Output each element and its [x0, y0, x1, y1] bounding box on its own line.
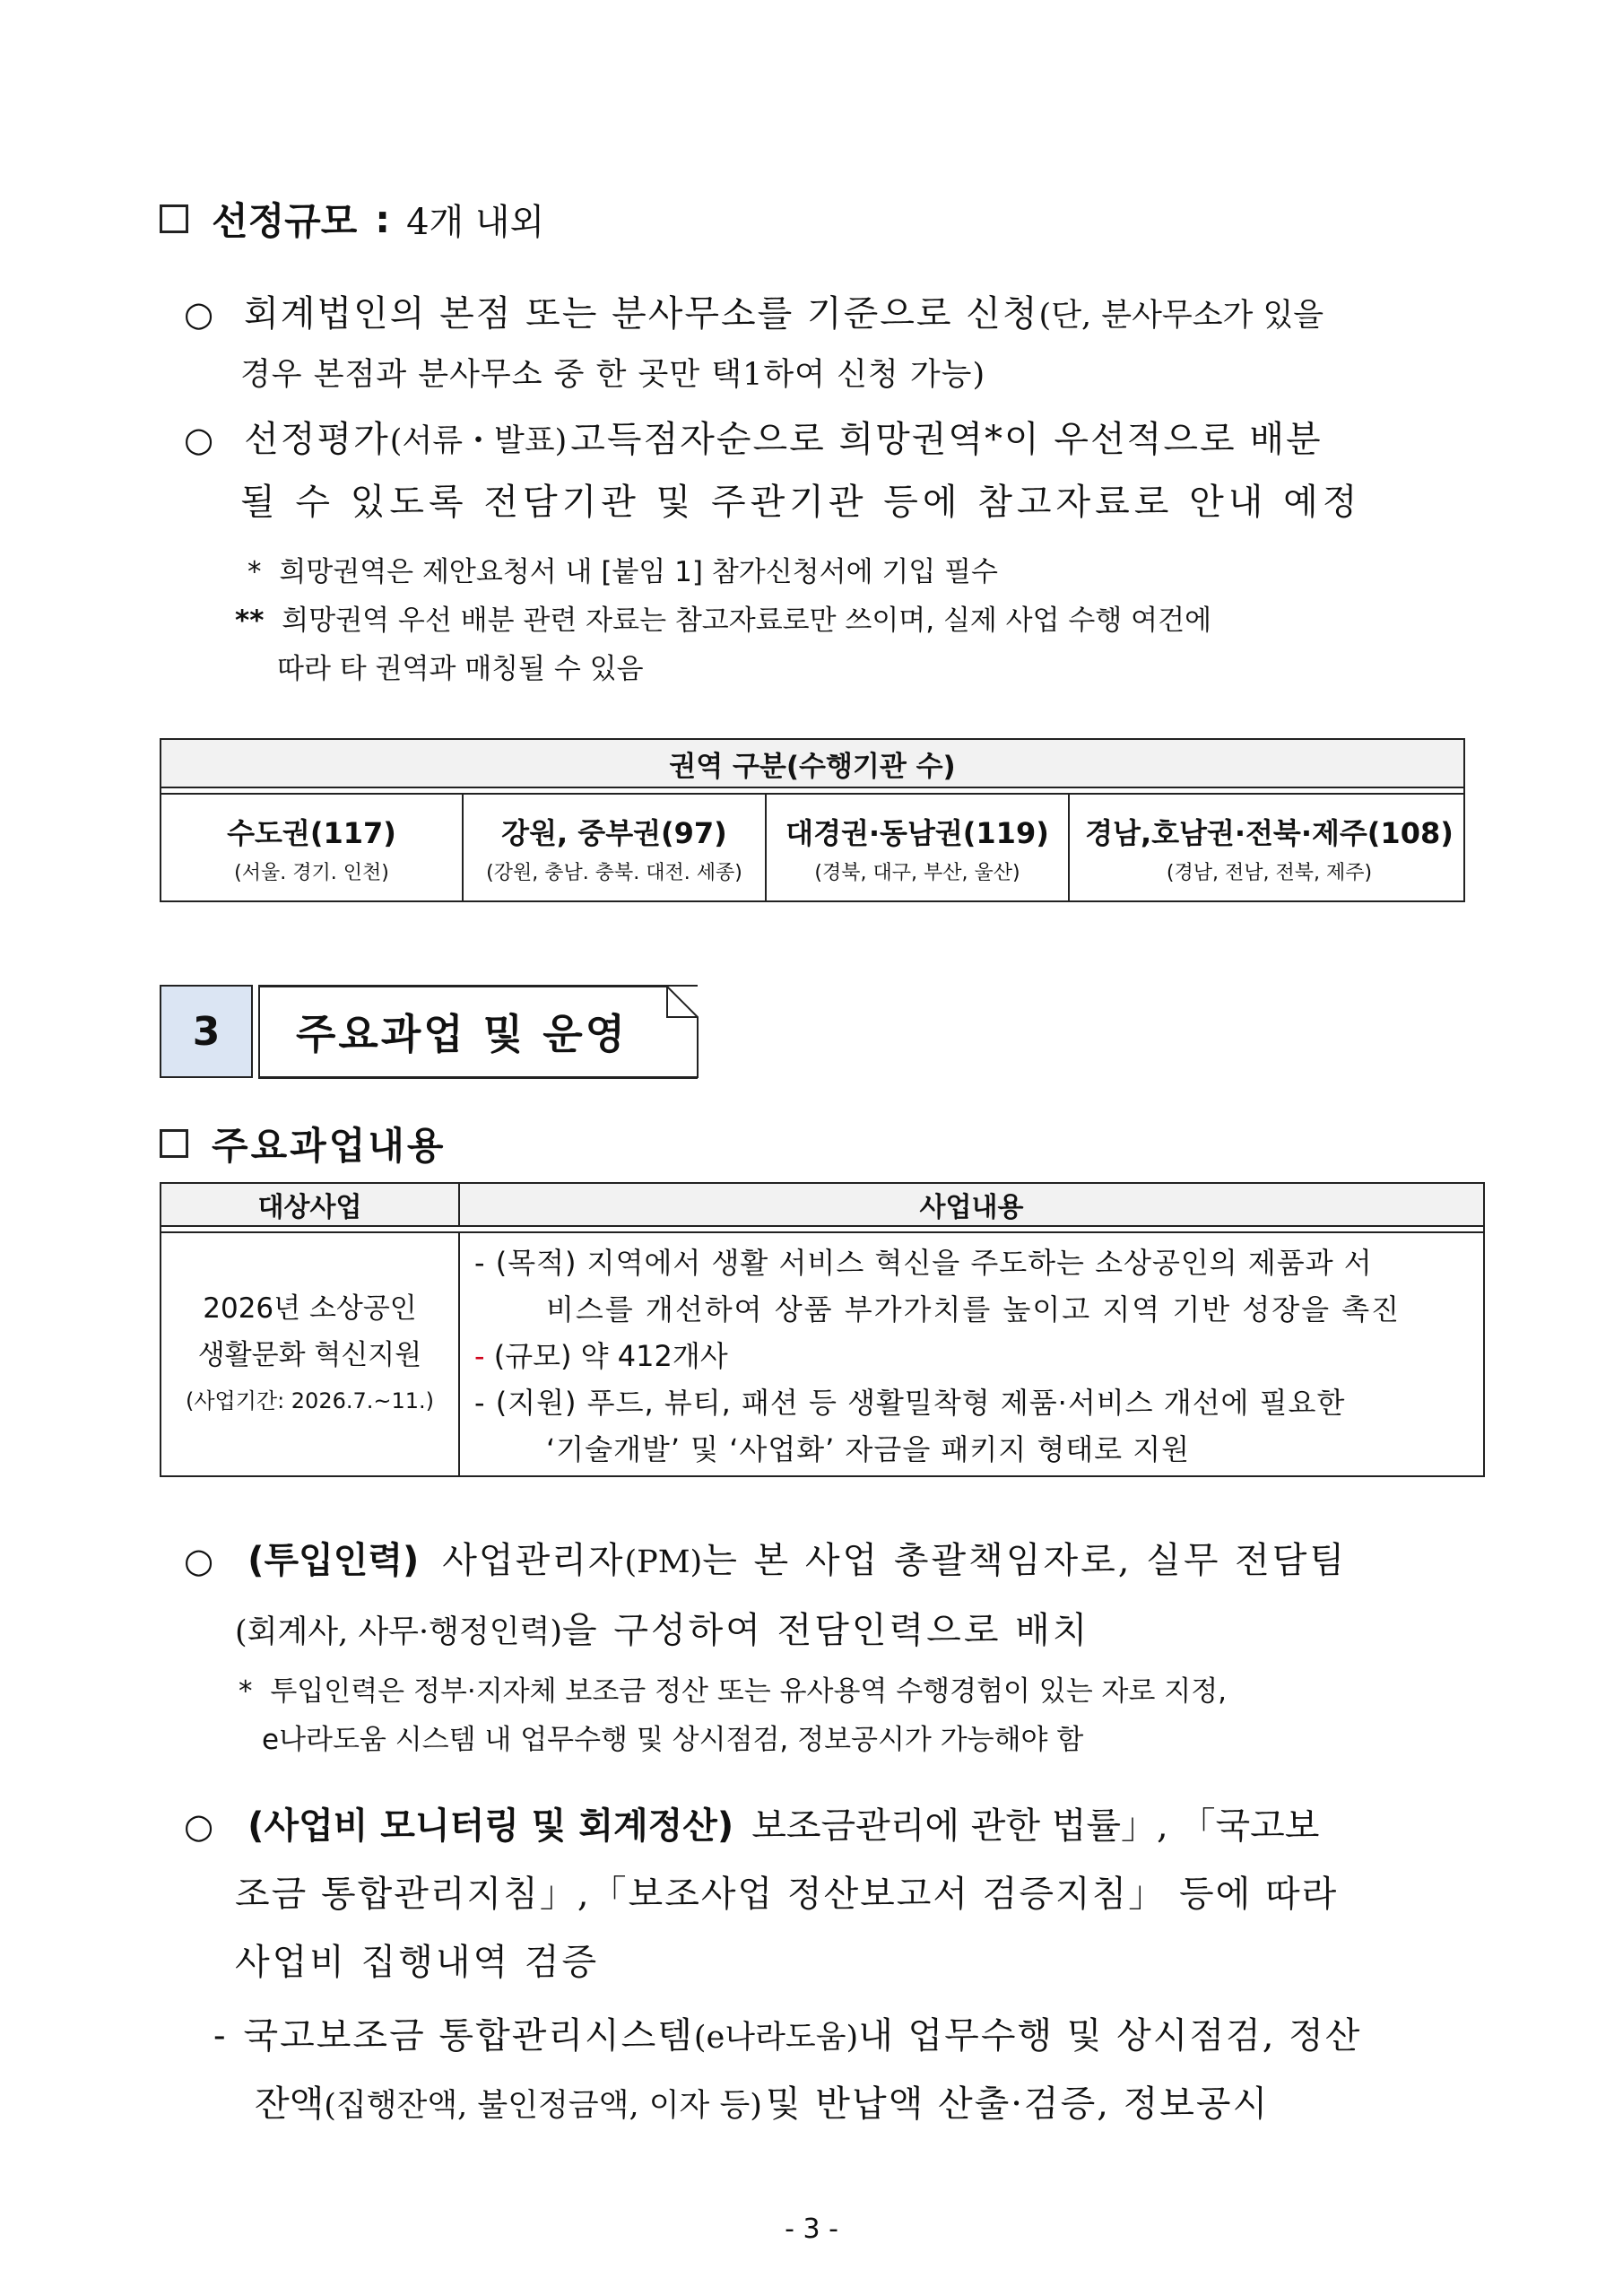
col-header-project: 대상사업: [161, 1184, 460, 1225]
task-table-header: [161, 1184, 1483, 1225]
folded-corner-icon: [258, 979, 707, 1080]
monitoring-sub-line2: 잔액(집행잔액, 불인정금액, 이자 등) 및 반납액 산출·검증, 정보공시: [255, 2083, 1270, 2125]
content-line: 비스를 개선하여 상품 부가가치를 높이고 지역 기반 성장을 촉진: [546, 1292, 1402, 1326]
staff-note-line2: e나라도움 시스템 내 업무수행 및 상시점검, 정보공시가 가능해야 함: [262, 1724, 1084, 1756]
page-number: - 3 -: [785, 2213, 838, 2245]
section-heading-scale: [160, 192, 544, 246]
tasks-heading: 주요과업내용: [212, 1124, 447, 1168]
circle-bullet-icon: ○: [184, 294, 214, 334]
heading-label: 선정규모: [212, 199, 358, 243]
scale-bullet-1-line1: ○ 회계법인의 본점 또는 분사무소를 기준으로 신청(단, 분사무소가 있을: [184, 293, 1324, 335]
dash-bullet: -: [213, 2015, 226, 2057]
content-line: - (목적) 지역에서 생활 서비스 혁신을 주도하는 소상공인의 제품과 서: [474, 1246, 1373, 1280]
region-table-gap: [161, 788, 1463, 795]
region-table-row: [161, 795, 1463, 900]
circle-bullet-icon: ○: [184, 1541, 214, 1580]
monitoring-bullet-line2: 조금 통합관리지침」,「보조사업 정산보고서 검증지침」 등에 따라: [235, 1874, 1339, 1915]
content-line: ‘기술개발’ 및 ‘사업화’ 자금을 패키지 형태로 지원: [546, 1432, 1191, 1466]
region-table: [160, 738, 1465, 902]
staff-bullet-line1: ○ (투입인력) 사업관리자(PM)는 본 사업 총괄책임자로, 실무 전담팀: [184, 1540, 1348, 1581]
task-table-gap: [161, 1225, 1483, 1233]
checkbox-square-icon: [160, 1129, 188, 1158]
content-line: - (지원) 푸드, 뷰티, 패션 등 생활밀착형 제품·서비스 개선에 필요한: [474, 1386, 1346, 1420]
region-cell: 수도권(117) (서울. 경기. 인천): [161, 795, 464, 900]
content-cell: [460, 1233, 1483, 1475]
task-table: [160, 1182, 1485, 1477]
monitoring-bullet-line3: 사업비 집행내역 검증: [235, 1942, 600, 1983]
scale-bullet-2-line1: ○ 선정평가(서류・발표) 고득점자순으로 희망권역*이 우선적으로 배분: [184, 419, 1323, 460]
staff-bullet-line2: (회계사, 사무·행정인력)을 구성하여 전담인력으로 배치: [235, 1610, 1090, 1651]
monitoring-sub-line1: - 국고보조금 통합관리시스템(e나라도움)내 업무수행 및 상시점검, 정산: [213, 2015, 1362, 2057]
scale-bullet-1-line2: 경우 본점과 분사무소 중 한 곳만 택1하여 신청 가능): [240, 357, 986, 393]
region-cell: 대경권·동남권(119) (경북, 대구, 부산, 울산): [767, 795, 1070, 900]
scale-bullet-2-line2: 될 수 있도록 전담기관 및 주관기관 등에 참고자료로 안내 예정: [240, 482, 1362, 523]
project-cell: 2026년 소상공인 생활문화 혁신지원 (사업기간: 2026.7.~11.): [161, 1233, 460, 1475]
section-heading-tasks: [160, 1117, 446, 1170]
heading-value: 4개 내외: [406, 201, 545, 243]
region-table-header: 권역 구분(수행기관 수): [161, 740, 1463, 788]
section-number: 3: [160, 985, 253, 1078]
circle-bullet-icon: ○: [184, 420, 214, 459]
region-cell: 강원, 중부권(97) (강원, 충남. 충북. 대전. 세종): [464, 795, 767, 900]
content-line: - (규모) 약 412개사: [474, 1339, 728, 1373]
note-1: * 희망권역은 제안요청서 내 [붙임 1] 참가신청서에 기입 필수: [247, 556, 999, 588]
heading-colon: :: [375, 196, 391, 241]
monitoring-bullet-line1: ○ (사업비 모니터링 및 회계정산) 보조금관리에 관한 법률」, 「국고보: [184, 1805, 1320, 1847]
section-title: 주요과업 및 운영: [258, 985, 698, 1078]
note-2-line2: 따라 타 권역과 매칭될 수 있음: [277, 653, 644, 685]
col-header-content: 사업내용: [919, 1192, 1024, 1223]
circle-bullet-icon: ○: [184, 1806, 214, 1846]
note-2: ** 희망권역 우선 배분 관련 자료는 참고자료로만 쓰이며, 실제 사업 수행 여건에: [235, 604, 1212, 637]
checkbox-square-icon: [160, 204, 188, 233]
region-cell: 경남,호남권·전북·제주(108) (경남, 전남, 전북, 제주): [1085, 815, 1454, 884]
task-table-row: [161, 1233, 1483, 1475]
section-title-box: [258, 979, 707, 1080]
staff-note: * 투입인력은 정부·지자체 보조금 정산 또는 유사용역 수행경험이 있는 자로 지정,: [239, 1675, 1228, 1708]
